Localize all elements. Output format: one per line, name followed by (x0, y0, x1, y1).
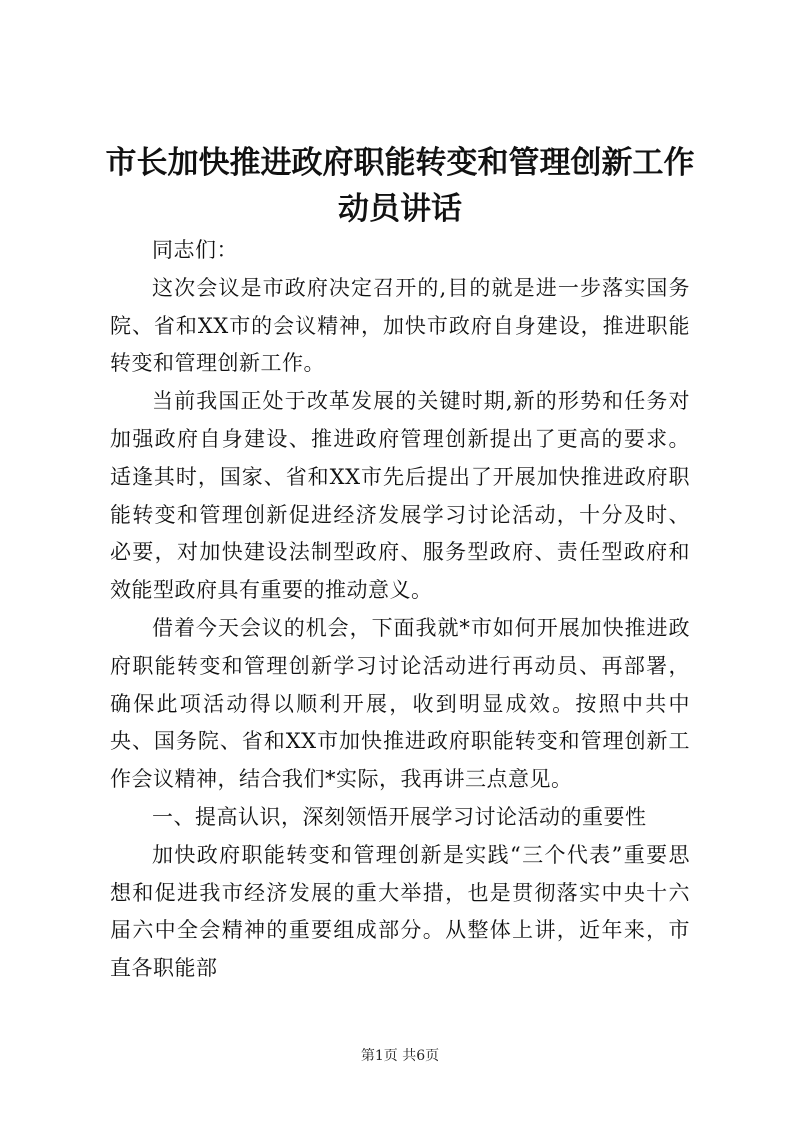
paragraph: 加快政府职能转变和管理创新是实践“三个代表”重要思想和促进我市经济发展的重大举措，也是贯彻落实中央十六届六中全会精神的重要组成部分。从整体上讲，近年来，市直各职能部 (110, 842, 690, 981)
salutation: 同志们： (152, 238, 238, 262)
paragraph: 这次会议是市政府决定召开的,目的就是进一步落实国务院、省和XX市的会议精神，加快市政府自身建设，推进职能转变和管理创新工作。 (110, 275, 690, 376)
section-heading: 一、提高认识，深刻领悟开展学习讨论活动的重要性 (152, 804, 647, 829)
paragraph: 当前我国正处于改革发展的关键时期,新的形势和任务对加强政府自身建设、推进政府管理创新提出了更高的要求。适逢其时，国家、省和XX市先后提出了开展加快推进政府职能转变和管理创新促进经济发展学习讨论活动，十分及时、必要，对加快建设法制型政府、服务型政府、责任型政府和效能型政府具有重要的推动意义。 (110, 389, 690, 603)
paragraph: 借着今天会议的机会，下面我就*市如何开展加快推进政府职能转变和管理创新学习讨论活动进行再动员、再部署，确保此项活动得以顺利开展，收到明显成效。按照中共中央、国务院、省和XX市加快推进政府职能转变和管理创新工作会议精神，结合我们*实际，我再讲三点意见。 (110, 615, 690, 792)
document-body (110, 232, 690, 988)
page-footer: 第1页 共6页 (360, 1048, 440, 1064)
document-title: 市长加快推进政府职能转变和管理创新工作动员讲话 (105, 145, 695, 227)
